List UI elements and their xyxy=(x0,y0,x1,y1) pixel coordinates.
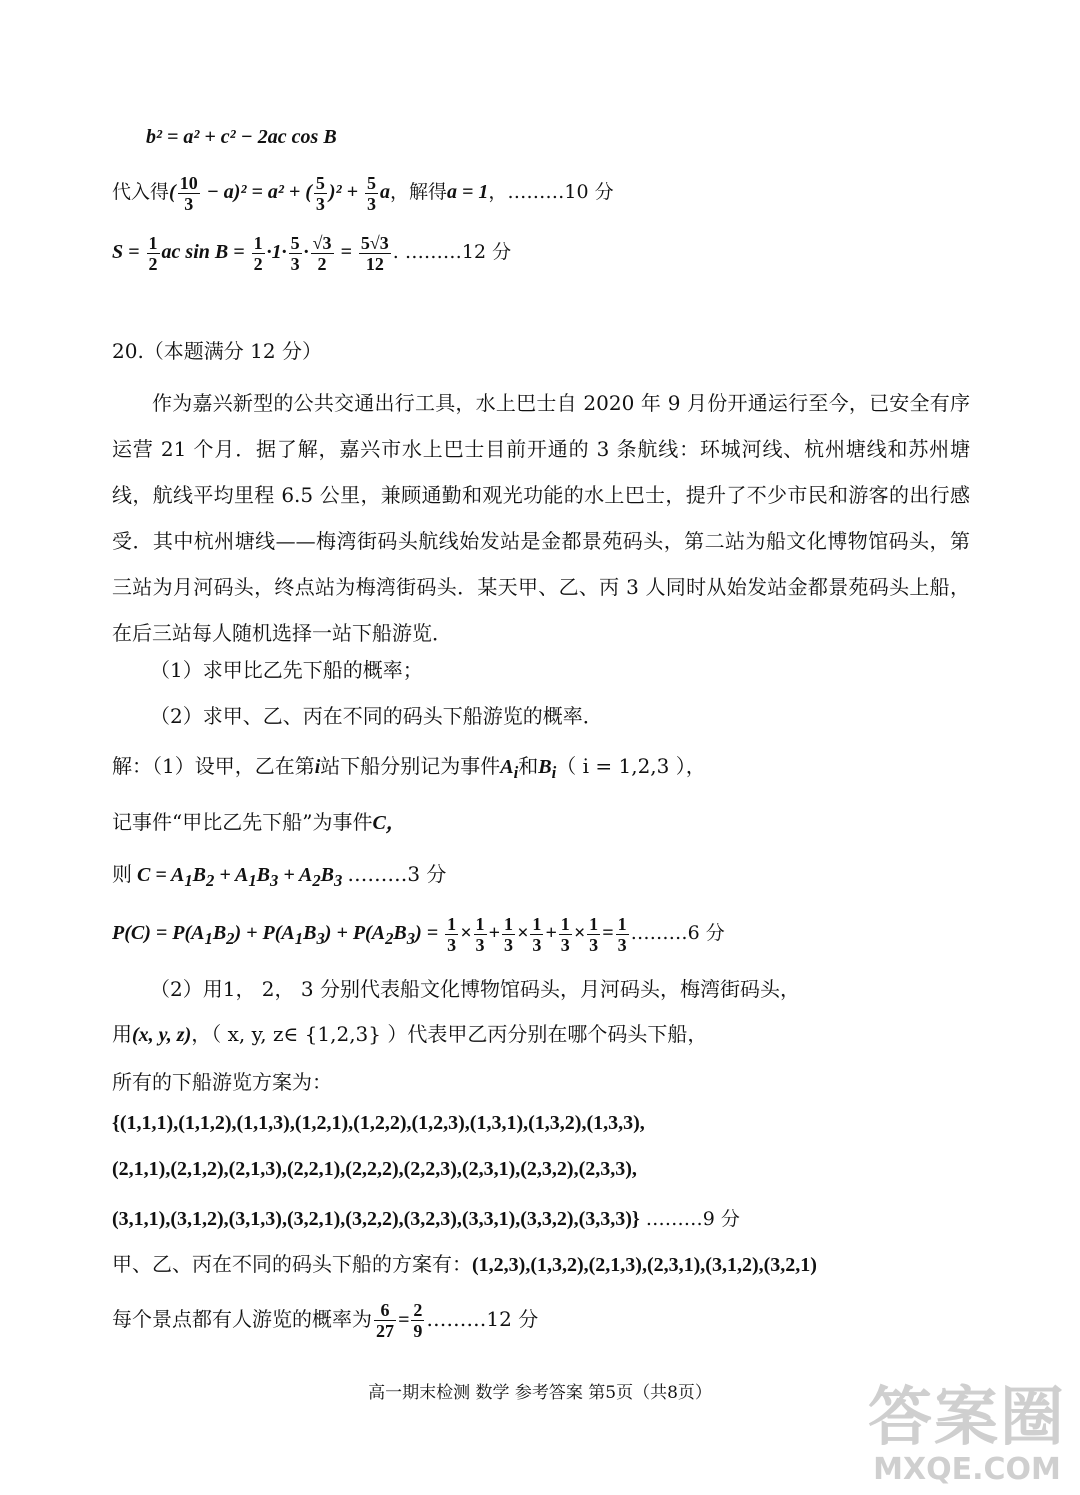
problem-paragraph: 作为嘉兴新型的公共交通出行工具，水上巴士自 2020 年 9 月份开通运行至今，已安全有序运营 21 个月．据了解，嘉兴市水上巴士目前开通的 3 条航线：环城河线、杭州塘线和苏州塘线，航线平均里程 6.5 公里，兼顾通勤和观光功能的水上巴士，提升了不少市民和游客的出行感受．其中杭州塘线——梅湾街码头航线始发站是金都景苑码头，第二站为船文化博物馆码头，第三站为月河码头，终点站为梅湾街码头．某天甲、乙、丙 3 人同时从始发站金都景苑码头上船，在后三站每人随机选择一站下船游览． xyxy=(112,391,970,645)
score-12-top: . ………12 分 xyxy=(392,241,512,263)
outcome-set-row-3: (3,1,1),(3,1,2),(3,1,3),(3,2,1),(3,2,2),(3,2,3),(3,3,1),(3,3,2),(3,3,3)} ………9 分 xyxy=(112,1208,740,1230)
fraction-10-3: $\frac{10}{3}$ xyxy=(179,172,198,214)
solution-step-5: （2）用1， 2， 3 分别代表船文化博物馆码头，月河码头，梅湾街码头， xyxy=(150,977,800,1001)
score-9: ………9 分 xyxy=(639,1208,740,1230)
fraction-5-3: $\frac{5}{3}$ xyxy=(315,172,325,214)
watermark-logo: 答案圈 MXQE.COM xyxy=(868,1381,1066,1487)
solution-step-7: 所有的下船游览方案为： xyxy=(112,1070,332,1094)
outcome-set-row-1: {(1,1,1),(1,1,2),(1,1,3),(1,2,1),(1,2,2),(1,2,3),(1,3,1),(1,3,2),(1,3,3), xyxy=(112,1112,645,1134)
solution-step-2: 记事件“甲比乙先下船”为事件C， xyxy=(112,810,406,834)
score-12-final: ………12 分 xyxy=(426,1307,539,1331)
law-of-cosines-formula: b² = a² + c² − 2ac cos B xyxy=(146,126,337,148)
area-formula-line: S = $\frac{1}{2}$ ac sin B = $\frac{1}{2}$ ·1· $\frac{5}{3}$ · $\frac{√3}{2}$ = $\frac{5√3}{12}$ . ………12 分 xyxy=(112,232,512,274)
score-3: ………3 分 xyxy=(347,862,447,886)
solution-a-value: a = 1 xyxy=(447,181,489,203)
final-probability-line: 每个景点都有人游览的概率为 $\frac{6}{27}$ = $\frac{2}{9}$ ………12 分 xyxy=(112,1300,539,1341)
solution-step-4: $P(C) = P(A_1B_2) + P(A_1B_3) + P(A_2B_3)$ = $\frac{1}{3}$ × $\frac{1}{3}$ + $\frac{1}{3}$ × $\frac{1}{3}$ + $\frac{1}{3}$ × $\frac{1}{3}$ = $\frac{1}{3}$ ………6 分 xyxy=(112,913,725,955)
substitution-prefix: 代入得 xyxy=(112,181,170,203)
fraction-5-3-b: $\frac{5}{3}$ xyxy=(366,172,376,214)
solution-step-6: 用(x, y, z)，（ x, y, z∈ {1,2,3} ）代表甲乙丙分别在哪个码头下船， xyxy=(112,1022,708,1046)
score-6: ………6 分 xyxy=(630,922,725,944)
different-docks-line: 甲、乙、丙在不同的码头下船的方案有：(1,2,3),(1,3,2),(2,1,3),(2,3,1),(3,1,2),(3,2,1) xyxy=(112,1252,817,1276)
outcome-set-row-2: (2,1,1),(2,1,2),(2,1,3),(2,2,1),(2,2,2),(2,2,3),(2,3,1),(2,3,2),(2,3,3), xyxy=(112,1158,637,1180)
solution-step-1: 解：（1）设甲，乙在第i站下船分别记为事件$A_i$和$B_i$（ i = 1,2,3 ）， xyxy=(112,754,706,782)
score-10: ，………10 分 xyxy=(488,181,614,203)
problem-header: 20.（本题满分 12 分） xyxy=(112,339,322,363)
page-footer: 高一期末检测 数学 参考答案 第5页（共8页） xyxy=(368,1383,712,1403)
substitution-line: 代入得( $\frac{10}{3}$ − a)² = a² + ( $\frac{5}{3}$ )² + $\frac{5}{3}$ a，解得a = 1，………10 分 xyxy=(112,172,614,214)
solution-step-3: 则 $C = A_1B_2 + A_1B_3 + A_2B_3$ ………3 分 xyxy=(112,862,447,890)
question-2: （2）求甲、乙、丙在不同的码头下船游览的概率． xyxy=(150,704,603,728)
question-1: （1）求甲比乙先下船的概率； xyxy=(150,658,423,682)
